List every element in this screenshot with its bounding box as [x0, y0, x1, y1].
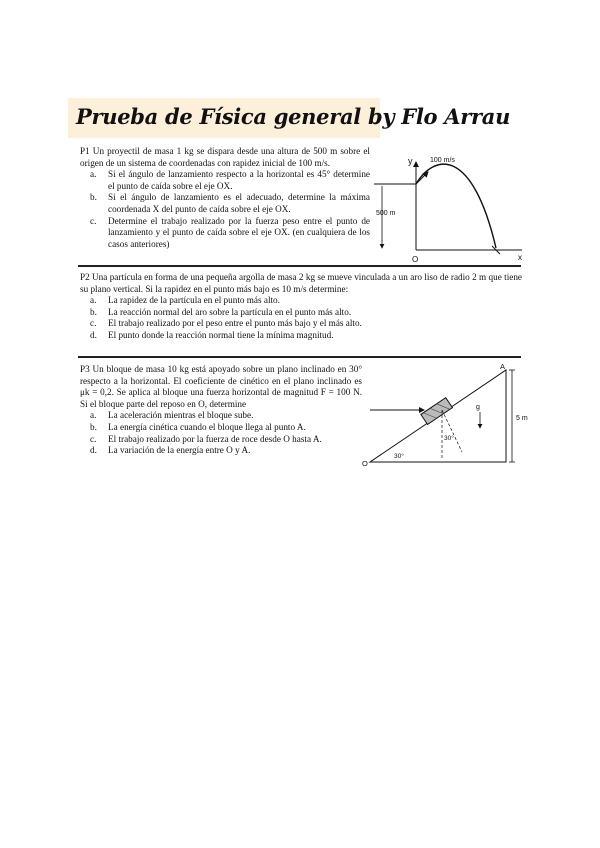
y-axis-label: y [408, 156, 413, 166]
x-axis-label: x [518, 253, 522, 262]
problem-2 [80, 272, 522, 342]
incline-figure [362, 362, 534, 470]
problem-1-intro: P1 Un proyectil de masa 1 kg se dispara desde una altura de 500 m sobre el origen de un sistema de coordenadas con rapidez inicial de 100 m/s. [80, 146, 370, 168]
divider-1 [78, 265, 521, 267]
trajectory-curve [416, 164, 496, 248]
problem-2-item-b: b. La reacción normal del aro sobre la partícula en el punto más alto. [90, 306, 352, 317]
projectile-figure [372, 150, 532, 278]
angle-inner-label: 30° [444, 435, 454, 442]
problem-3-intro: P3 Un bloque de masa 10 kg está apoyado sobre un plano inclinado en 30° respecto a la horizontal. El coeficiente de cinético en el plano inclinado es μk = 0,2. Se aplica al bloque una fuerza horizontal de magnitud F = 100 N. Si el bloque parte del reposo en O, determine [80, 364, 362, 409]
problem-1-item-c: c. Determine el trabajo realizado por la fuerza peso entre el punto de lanzamiento y el punto de caída sobre el eje OX. (en cualquiera de los casos anteriores) [90, 215, 370, 249]
origin-label: O [412, 255, 419, 264]
problem-3-item-d: d. La variación de la energía entre O y A. [90, 445, 251, 456]
problem-3 [80, 364, 362, 457]
point-a-label: A [500, 362, 506, 371]
problem-1 [80, 146, 370, 250]
problem-1-item-a: a. Si el ángulo de lanzamiento respecto a la horizontal es 45° determine el punto de caída sobre el eje OX. [90, 169, 370, 191]
problem-2-item-c: c. El trabajo realizado por el peso entre el punto más bajo y el más alto. [90, 318, 362, 329]
problem-2-intro: P2 Una partícula en forma de una pequeña argolla de masa 2 kg se mueve vinculada a un aro liso de radio 2 m que tiene su plano vertical. Si la rapidez en el punto más bajo es 10 m/s determine: [80, 272, 522, 294]
normal-reference [442, 410, 462, 452]
problem-3-item-a: a. La aceleración mientras el bloque sube. [90, 410, 254, 421]
point-o-label: O [362, 459, 368, 468]
speed-label: 100 m/s [430, 157, 455, 164]
divider-2 [78, 356, 521, 358]
angle-base-label: 30° [394, 453, 404, 460]
page-title: Prueba de Física general by Flo Arrau [76, 104, 511, 129]
g-label: g [476, 404, 480, 411]
velocity-arrow [416, 172, 428, 184]
problem-3-item-b: b. La energía cinética cuando el bloque llega al punto A. [90, 421, 306, 432]
problem-2-item-d: d. El punto donde la reacción normal tiene la mínima magnitud. [90, 329, 334, 340]
problem-2-item-a: a. La rapidez de la partícula en el punto más alto. [90, 295, 280, 306]
height-label: 5 m [516, 415, 528, 422]
height-label: 500 m [376, 210, 396, 217]
problem-1-item-b: b. Si el ángulo de lanzamiento es el adecuado, determine la máxima coordenada X del punto de caída sobre el eje OX. [90, 192, 370, 214]
problem-3-item-c: c. El trabajo realizado por la fuerza de roce desde O hasta A. [90, 433, 322, 444]
